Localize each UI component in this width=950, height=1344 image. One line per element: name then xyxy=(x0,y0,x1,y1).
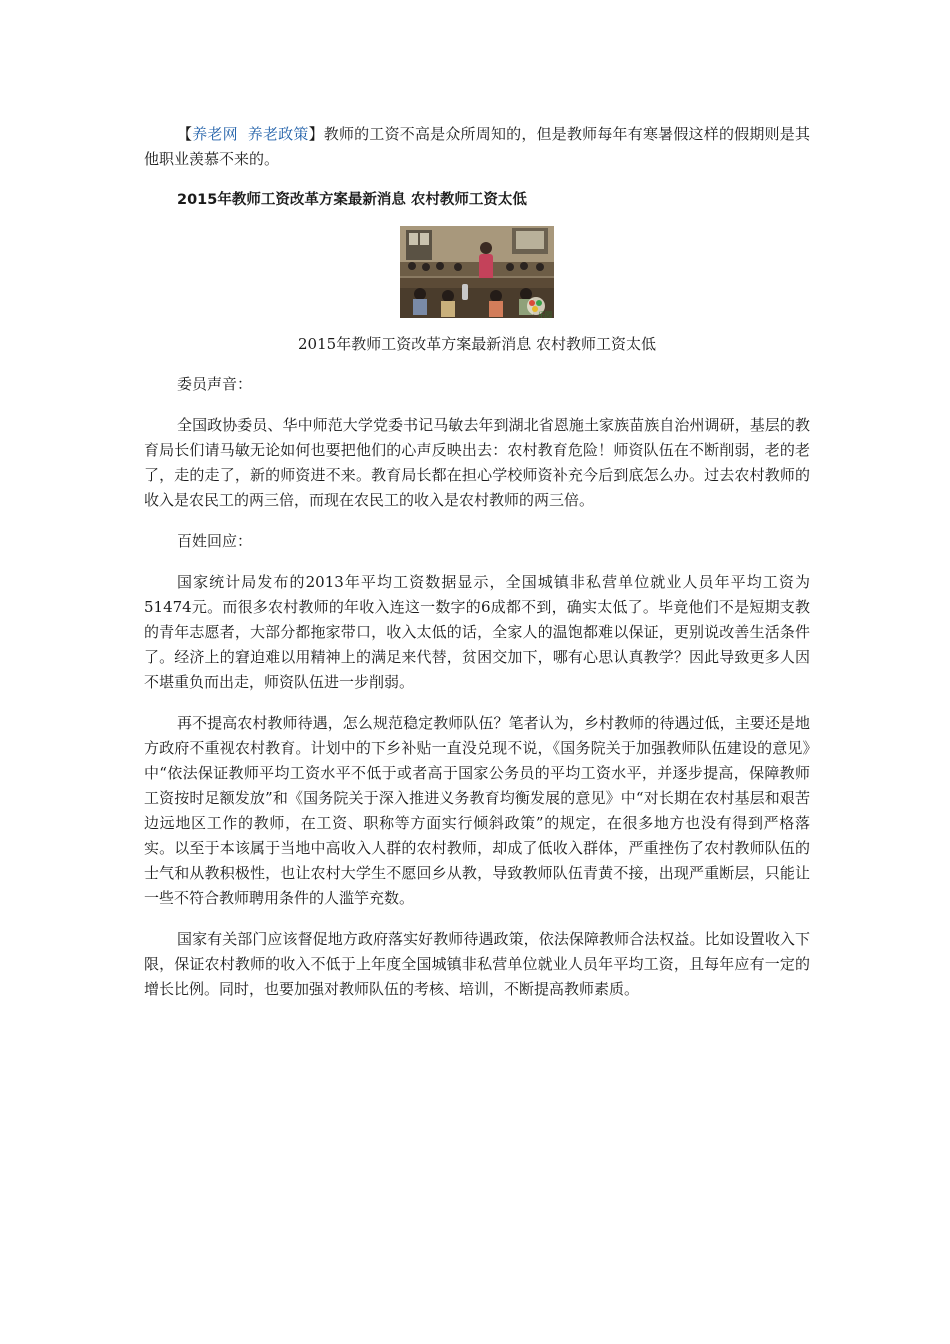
bracket-open: 【 xyxy=(177,125,193,143)
section-label-committee: 委员声音： xyxy=(177,375,253,393)
intro-paragraph xyxy=(144,122,810,172)
section-label-public: 百姓回应： xyxy=(177,532,253,550)
photo-watermark: 乐园 xyxy=(538,311,552,318)
paragraph-opinion: 再不提高农村教师待遇，怎么规范稳定教师队伍？笔者认为，乡村教师的待遇过低，主要还是地方政府不重视农村教育。计划中的下乡补贴一直没兑现不说，《国务院关于加强教师队伍建设的意见》中“依法保证教师平均工资水平不低于或者高于国家公务员的平均工资水平，并逐步提高，保障教师工资按时足额发放”和《国务院关于深入推进义务教育均衡发展的意见》中“对长期在农村基层和艰苦边远地区工作的教师，在工资、职称等方面实行倾斜政策”的规定，在很多地方也没有得到严格落实。以至于本该属于当地中高收入人群的农村教师，却成了低收入群体，严重挫伤了农村教师队伍的士气和从教积极性，也让农村大学生不愿回乡从教，导致教师队伍青黄不接，出现严重断层，只能让一些不符合教师聘用条件的人滥竽充数。 xyxy=(144,714,810,907)
paragraph-statistics: 国家统计局发布的2013年平均工资数据显示，全国城镇非私营单位就业人员年平均工资为51474元。而很多农村教师的年收入连这一数字的6成都不到，确实太低了。毕竟他们不是短期支教的青年志愿者，大部分都拖家带口，收入太低的话，全家人的温饱都难以保证，更别说改善生活条件了。经济上的窘迫难以用精神上的满足来代替，贫困交加下，哪有心思认真教学？因此导致更多人因不堪重负而出走，师资队伍进一步削弱。 xyxy=(144,573,810,691)
article-title: 2015年教师工资改革方案最新消息 农村教师工资太低 xyxy=(177,192,527,208)
bracket-close: 】 xyxy=(308,125,324,143)
paragraph-committee: 全国政协委员、华中师范大学党委书记马敏去年到湖北省恩施土家族苗族自治州调研，基层的教育局长们请马敏无论如何也要把他们的心声反映出去：农村教育危险！师资队伍在不断削弱，老的老了，走的走了，新的师资进不来。教育局长都在担心学校师资补充今后到底怎么办。过去农村教师的收入是农民工的两三倍，而现在农民工的收入是农村教师的两三倍。 xyxy=(144,416,810,509)
classroom-photo xyxy=(400,226,554,318)
paragraph-recommendation: 国家有关部门应该督促地方政府落实好教师待遇政策，依法保障教师合法权益。比如设置收入下限，保证农村教师的收入不低于上年度全国城镇非私营单位就业人员年平均工资，且每年应有一定的增长比例。同时，也要加强对教师队伍的考核、培训，不断提高教师素质。 xyxy=(144,930,810,998)
link-yanglao-site[interactable]: 养老网 xyxy=(192,125,238,143)
photo-caption: 2015年教师工资改革方案最新消息 农村教师工资太低 xyxy=(298,335,656,353)
intro-text: 教师的工资不高是众所周知的，但是教师每年有寒暑假这样的假期则是其他职业羡慕不来的。 xyxy=(144,125,810,168)
link-yanglao-policy[interactable]: 养老政策 xyxy=(247,125,309,143)
article xyxy=(144,122,810,1018)
